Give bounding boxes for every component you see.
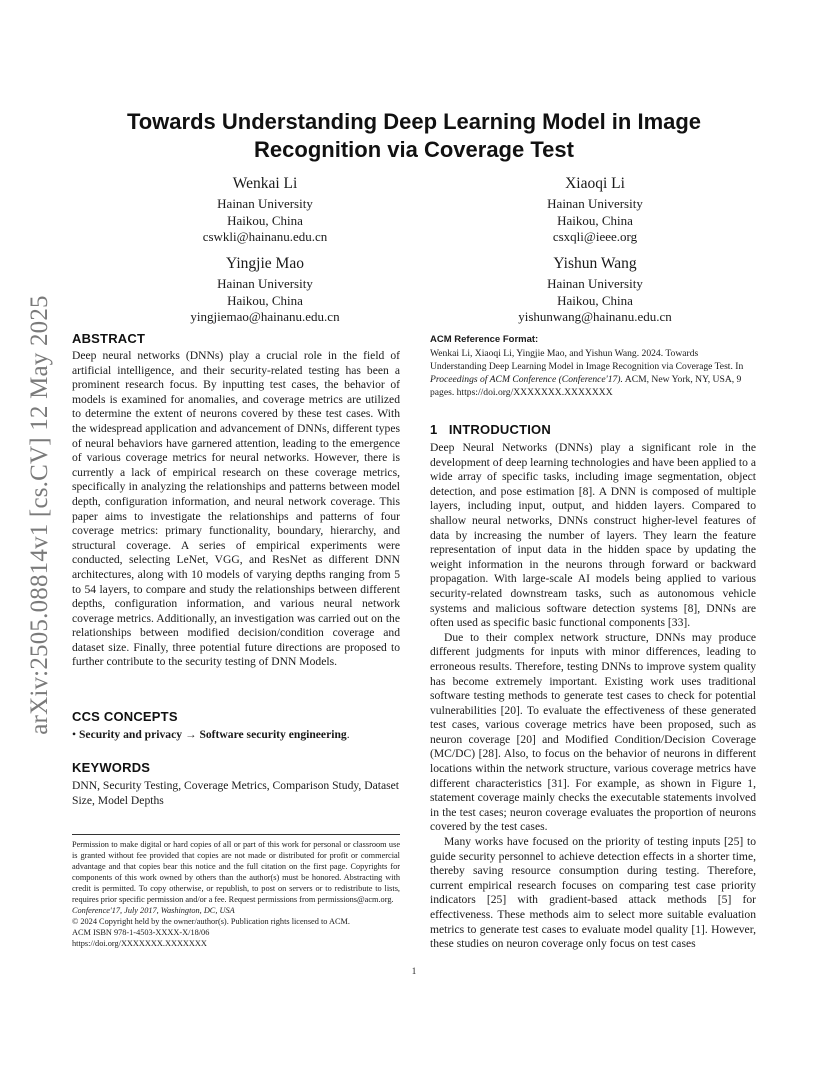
paper-title-line-1: Towards Understanding Deep Learning Model in Image xyxy=(126,109,702,134)
acm-reference-text xyxy=(430,347,756,399)
introduction-section xyxy=(430,422,756,952)
section-title: INTRODUCTION xyxy=(448,422,551,437)
abstract-section xyxy=(72,331,400,670)
author-name: Yishun Wang xyxy=(553,255,637,272)
acm-reference xyxy=(430,334,756,399)
arxiv-identifier xyxy=(20,280,60,750)
acm-reference-pre: Wenkai Li, Xiaoqi Li, Yingjie Mao, and Yishun Wang. 2024. Towards Understanding Deep Learning Model in Image Recognition via Coverage Test. In xyxy=(430,348,744,372)
doi-link[interactable]: https://doi.org/XXXXXXX.XXXXXXX xyxy=(72,939,207,948)
conference-info: Conference'17, July 2017, Washington, DC, USA xyxy=(72,906,235,915)
ccs-concept: Security and privacy xyxy=(78,728,183,741)
ccs-heading: CCS CONCEPTS xyxy=(72,709,178,724)
author-email[interactable]: cswkli@hainanu.edu.cn xyxy=(202,229,328,244)
copyright-text: © 2024 Copyright held by the owner/author(s). Publication rights licensed to ACM. xyxy=(72,917,350,926)
paper-title xyxy=(80,108,748,164)
author-block xyxy=(445,174,745,246)
author-location: Haikou, China xyxy=(557,292,633,308)
author-affiliation: Hainan University xyxy=(217,276,313,291)
introduction-body xyxy=(430,441,756,952)
author-block xyxy=(115,174,415,246)
permission-text: Permission to make digital or hard copies of all or part of this work for personal or classroom use is granted without fee provided that copies are not made or distributed for profit or commercial advantage and that copies bear this notice and the full citation on the first page. Copyrights for components of this work owned by others than the author(s) must be honored. Abstracting with credit is permitted. To copy otherwise, or republish, to post on servers or to redistribute to lists, requires prior specific permission and/or a fee. Request permissions from permissions@acm.org. xyxy=(72,840,400,904)
arxiv-identifier-text: arXiv:2505.08814v1 [cs.CV] 12 May 2025 xyxy=(26,295,53,735)
ccs-subconcept: Software security engineering xyxy=(199,728,347,741)
acm-reference-venue: Proceedings of ACM Conference (Conference'17). xyxy=(430,374,623,385)
keywords-section xyxy=(72,760,400,808)
ccs-concepts xyxy=(72,728,400,743)
author-name: Wenkai Li xyxy=(232,175,298,192)
keywords-heading: KEYWORDS xyxy=(72,760,151,775)
acm-reference-post: ACM, New York, NY, USA, 9 pages. https://doi.org/XXXXXXX.XXXXXXX xyxy=(430,374,742,398)
keywords-text: DNN, Security Testing, Coverage Metrics, Comparison Study, Dataset Size, Model Depths xyxy=(72,779,399,807)
introduction-heading xyxy=(430,422,756,437)
page-number: 1 xyxy=(411,966,417,976)
abstract-text: Deep neural networks (DNNs) play a crucial role in the field of artificial intelligence, and their security-related testing has been a prominent research focus. By inputting test cases, the behavior of models is examined for anomalies, and coverage metrics are utilized to determine the extent of neurons covered by these test cases. With the widespread application and advancement of DNNs, different types of neural behaviors have garnered attention, leading to the emergence of various coverage metrics for neural networks. However, there is currently a lack of empirical research on these coverage metrics, specifically in analyzing the relationships and patterns between model depth, configuration information, and neural network coverage. This paper aims to investigate the relationships and patterns of four coverage metrics: primary functionality, boundary, hierarchy, and structural coverage. A series of empirical experiments were conducted, selecting LeNet, VGG, and ResNet as different DNN architectures, along with 10 models of varying depths ranging from 5 to 54 layers, to compare and study the relationships between different depths, configuration information, and various neural network coverage metrics. Additionally, an investigation was carried out on the relationships between modified decision/condition coverage and dataset size. Finally, three potential future directions are proposed to further contribute to the security testing of DNN Models. xyxy=(72,349,400,669)
permission-block xyxy=(72,839,400,949)
author-affiliation: Hainan University xyxy=(217,196,313,211)
ccs-section xyxy=(72,709,400,743)
author-block xyxy=(445,254,745,326)
author-affiliation: Hainan University xyxy=(547,196,643,211)
author-email[interactable]: csxqli@ieee.org xyxy=(552,229,638,244)
author-block xyxy=(115,254,415,326)
section-number: 1 xyxy=(430,422,438,437)
introduction-paragraph: Many works have focused on the priority of testing inputs [25] to guide security personnel to achieve detection effects in a shorter time, thereby saving resource consumption during testing. Therefore, current empirical research focuses on comparing test case priority indicators [25] with gradient-based attack methods [5] for effectiveness. These methods aim to select more suitable evaluation metrics to generate test cases to evaluate model quality [1]. However, these studies on neuron coverage only focus on test cases xyxy=(430,835,756,951)
abstract-heading: ABSTRACT xyxy=(72,331,146,346)
author-name: Yingjie Mao xyxy=(226,255,304,272)
ccs-arrow: → xyxy=(184,728,197,741)
introduction-paragraph: Deep Neural Networks (DNNs) play a significant role in the development of deep learning technologies and have been applied to a wide array of specific tasks, including image segmentation, object detection, and pose estimation [8]. A DNN is composed of multiple layers, including input, output, and hidden layers. Compared to shallow neural networks, DNNs construct higher-level features of data by increasing the number of layers. They learn the feature representation of input data in the hidden space by updating the weight information in the neurons through forward or backward propagation. With large-scale AI models being applied to various security-related downstream tasks, such as autonomous vehicle systems and malicious software detection systems [8], DNNs are often used as specific basic functional components [33]. xyxy=(430,441,756,630)
author-location: Haikou, China xyxy=(227,212,303,228)
author-email[interactable]: yingjiemao@hainanu.edu.cn xyxy=(190,309,340,324)
ccs-end: . xyxy=(346,728,350,741)
author-name: Xiaoqi Li xyxy=(565,175,625,192)
isbn-text: ACM ISBN 978-1-4503-XXXX-X/18/06 xyxy=(72,928,210,937)
author-location: Haikou, China xyxy=(227,292,303,308)
footnote-rule xyxy=(72,834,400,835)
author-email[interactable]: yishunwang@hainanu.edu.cn xyxy=(518,309,672,324)
ccs-bullet: • xyxy=(72,728,77,741)
author-affiliation: Hainan University xyxy=(547,276,643,291)
introduction-paragraph: Due to their complex network structure, DNNs may produce different judgments for inputs with minor differences, leading to erroneous results. Therefore, testing DNNs to improve system quality has become extremely important. Existing work uses traditional software testing methods to generate test cases to check for potential vulnerabilities [20]. To evaluate the effectiveness of these generated test cases, various coverage metrics have been proposed, such as neuron coverage [20] and Modified Condition/Decision Coverage (MC/DC) [28]. Also, to focus on the behavior of neurons in different locations within the network structure, various coverage metrics have different characteristics [31]. For example, as shown in Figure 1, statement coverage mainly checks the executable statements involved in the test cases; neuron coverage evaluates the proportion of neurons covered by the test cases. xyxy=(430,630,756,834)
acm-reference-heading: ACM Reference Format: xyxy=(430,334,539,345)
paper-title-line-2: Recognition via Coverage Test xyxy=(254,137,574,162)
author-location: Haikou, China xyxy=(557,212,633,228)
